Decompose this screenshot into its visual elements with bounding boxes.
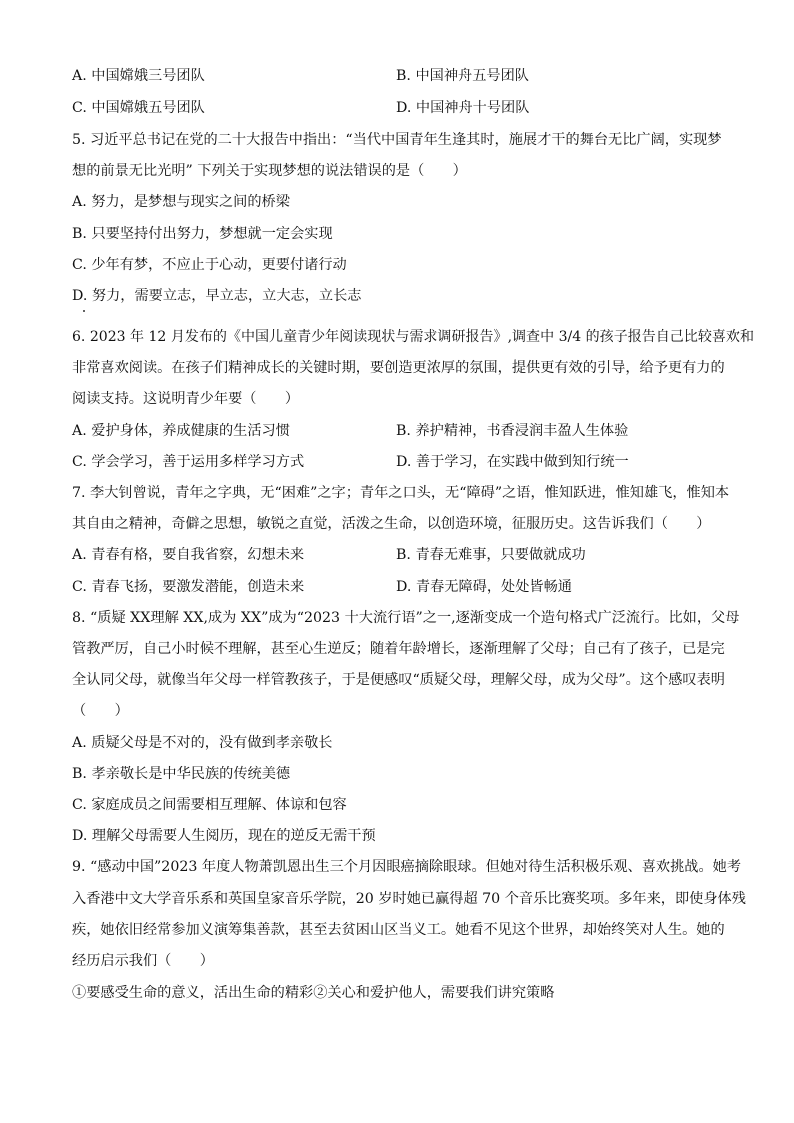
- q8-option-b: B. 孝亲敬长是中华民族的传统美德: [72, 766, 291, 782]
- q6-option-b: B. 养护精神，书香浸润丰盈人生体验: [396, 423, 629, 439]
- q6-option-a: A. 爱护身体，养成健康的生活习惯: [72, 423, 290, 439]
- q8-stem-line-4: （ ）: [72, 703, 129, 719]
- q8-stem-line-2: 管教严厉，自己小时候不理解，甚至心生逆反；随着年龄增长，逐渐理解了父母；自己有了孩子，已是完: [72, 641, 725, 657]
- q6-stem-line-3: 阅读支持。这说明青少年要（ ）: [72, 391, 300, 407]
- q5-option-c: C. 少年有梦，不应止于心动，更要付诸行动: [72, 257, 347, 273]
- q6-option-d: D. 善于学习，在实践中做到知行统一: [396, 454, 629, 470]
- q5-stem-line-1: 5. 习近平总书记在党的二十大报告中指出：“当代中国青年生逢其时，施展才干的舞台无比广阔，实现梦: [72, 132, 722, 148]
- q5-option-d: D. 努力，需要立志，早立志，立大志，立长志: [72, 288, 362, 304]
- q9-stem-line-2: 入香港中文大学音乐系和英国皇家音乐学院，20 岁时她已赢得超 70 个音乐比赛奖项。多年来，即使身体残: [72, 891, 746, 907]
- q4-option-d: D. 中国神舟十号团队: [396, 100, 530, 116]
- q8-option-c: C. 家庭成员之间需要相互理解、体谅和包容: [72, 797, 347, 813]
- q9-statements-1-2: ①要感受生命的意义，活出生命的精彩②关心和爱护他人，需要我们讲究策略: [72, 985, 555, 1001]
- q4-option-b: B. 中国神舟五号团队: [396, 68, 529, 84]
- q6-stem-line-1: 6. 2023 年 12 月发布的《中国儿童青少年阅读现状与需求调研报告》,调查中 3/4 的孩子报告自己比较喜欢和: [72, 329, 754, 345]
- q5-option-a: A. 努力，是梦想与现实之间的桥梁: [72, 194, 290, 210]
- q9-stem-line-1: 9. “感动中国”2023 年度人物萧凯恩出生三个月因眼癌摘除眼球。但她对待生活积极乐观、喜欢挑战。她考: [72, 859, 742, 875]
- q7-option-c: C. 青春飞扬，要激发潜能，创造未来: [72, 579, 305, 595]
- q4-option-c: C. 中国嫦娥五号团队: [72, 100, 205, 116]
- q5-stem-line-2: 想的前景无比光明” 下列关于实现梦想的说法错误的是（ ）: [72, 163, 467, 179]
- q7-option-a: A. 青春有格，要自我省察，幻想未来: [72, 547, 305, 563]
- q8-option-a: A. 质疑父母是不对的，没有做到孝亲敬长: [72, 735, 333, 751]
- q6-stem-line-2: 非常喜欢阅读。在孩子们精神成长的关键时期，要创造更浓厚的氛围，提供更有效的引导，给予更有力的: [72, 360, 725, 376]
- q5-option-b: B. 只要坚持付出努力，梦想就一定会实现: [72, 226, 333, 242]
- q7-stem-line-1: 7. 李大钊曾说，青年之字典，无“困难”之字；青年之口头，无“障碍”之语，惟知跃进，惟知雄飞，惟知本: [72, 485, 730, 501]
- q8-stem-line-1: 8. “质疑 XX理解 XX,成为 XX”成为“2023 十大流行语”之一,逐渐变成一个造句格式广泛流行。比如，父母: [72, 610, 740, 626]
- q4-option-a: A. 中国嫦娥三号团队: [72, 68, 205, 84]
- q7-stem-line-2: 其自由之精神，奇僻之思想，敏锐之直觉，活泼之生命，以创造环境，征服历史。这告诉我们（ ）: [72, 516, 711, 532]
- q7-option-d: D. 青春无障碍，处处皆畅通: [396, 579, 572, 595]
- q6-option-c: C. 学会学习，善于运用多样学习方式: [72, 454, 305, 470]
- scan-dot: [83, 310, 85, 312]
- q8-stem-line-3: 全认同父母，就像当年父母一样管教孩子，于是便感叹“质疑父母，理解父母，成为父母”。这个感叹表明: [72, 672, 725, 688]
- q8-option-d: D. 理解父母需要人生阅历，现在的逆反无需干预: [72, 828, 376, 844]
- q9-stem-line-4: 经历启示我们（ ）: [72, 953, 214, 969]
- q7-option-b: B. 青春无难事，只要做就成功: [396, 547, 586, 563]
- q9-stem-line-3: 疾，她依旧经常参加义演筹集善款，甚至去贫困山区当义工。她看不见这个世界，却始终笑对人生。她的: [72, 922, 725, 938]
